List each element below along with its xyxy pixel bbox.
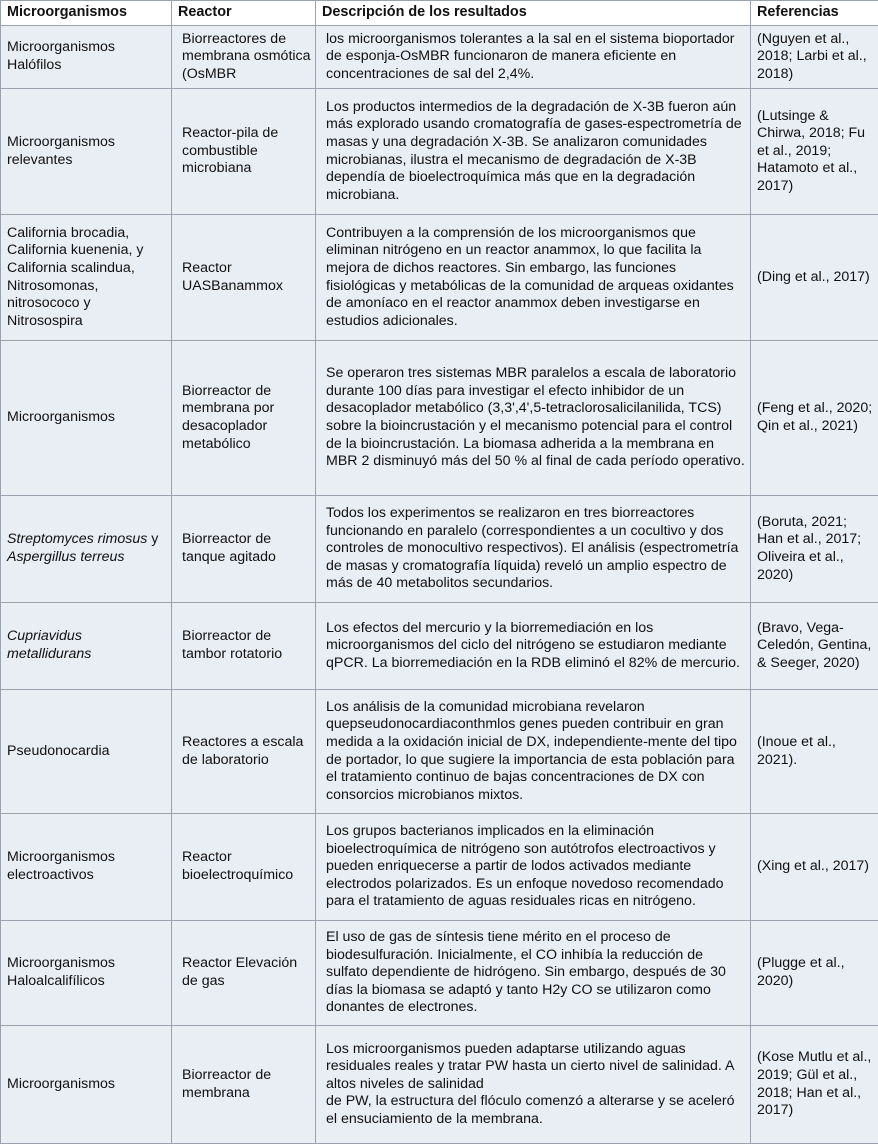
references-cell: (Feng et al., 2020; Qin et al., 2021) — [751, 341, 878, 496]
description-cell: los microorganismos tolerantes a la sal en el sistema bioportador de esponja-OsMBR funcionaron de manera eficiente en concentraciones de sal del 2,4%. — [316, 26, 751, 89]
organism-cell: Cupriavidus metallidurans — [1, 603, 172, 690]
table-row — [1, 341, 878, 496]
table-row — [1, 215, 878, 341]
organism-cell: Pseudonocardia — [1, 690, 172, 814]
organism-cell: Microorganismos — [1, 1026, 172, 1144]
organism-cell — [1, 496, 172, 603]
header-referencias: Referencias — [751, 1, 878, 26]
description-cell: El uso de gas de síntesis tiene mérito en el proceso de biodesulfuración. Inicialmente, el CO inhibía la reducción de sulfato dependiente de hidrógeno. Sin embargo, después de 30 días la biomasa se adaptó y tanto H2y CO se utilizaron como donantes de electrones. — [316, 921, 751, 1026]
description-cell: Se operaron tres sistemas MBR paralelos a escala de laboratorio durante 100 días para investigar el efecto inhibidor de un desacoplador metabólico (3,3',4',5-tetraclorosalicilanilida, TCS) sobre la bioincrustación y el mecanismo potencial para el control de la bioincrustación. La biomasa adherida a la membrana en MBR 2 disminuyó más del 50 % al final de cada período operativo. — [316, 341, 751, 496]
organism-connector: y — [147, 531, 158, 547]
table-row — [1, 26, 878, 89]
table-row — [1, 496, 878, 603]
reactor-cell: Biorreactor de membrana — [172, 1026, 316, 1144]
table-row — [1, 814, 878, 921]
reactor-cell: Biorreactor de membrana por desacoplador metabólico — [172, 341, 316, 496]
table-row — [1, 921, 878, 1026]
table-header-row — [1, 1, 878, 26]
references-cell: (Nguyen et al., 2018; Larbi et al., 2018) — [751, 26, 878, 89]
description-cell: Los análisis de la comunidad microbiana revelaron quepseudonocardiaconthmlos genes pueden contribuir en gran medida a la oxidación inicial de DX, independiente-mente del tipo de portador, lo que sugiere la importancia de esta población para el tratamiento continuo de bajas concentraciones de DX con consorcios microbianos mixtos. — [316, 690, 751, 814]
description-cell: Los grupos bacterianos implicados en la eliminación bioelectroquímica de nitrógeno son autótrofos electroactivos y pueden enriquecerse a partir de lodos activados mediante electrodos polarizados. Es un enfoque novedoso recomendado para el tratamiento de aguas residuales ricas en nitrógeno. — [316, 814, 751, 921]
reactor-cell: Reactores a escala de laboratorio — [172, 690, 316, 814]
description-cell: Todos los experimentos se realizaron en tres biorreactores funcionando en paralelo (correspondientes a un cocultivo y dos controles de monocultivo respectivos). El análisis (espectrometría de masas y cromatografía líquida) reveló un amplio espectro de más de 40 metabolitos secundarios. — [316, 496, 751, 603]
references-cell: (Ding et al., 2017) — [751, 215, 878, 341]
organism-cell: Microorganismos — [1, 341, 172, 496]
references-cell: (Inoue et al., 2021). — [751, 690, 878, 814]
reactor-cell: Reactor-pila de combustible microbiana — [172, 89, 316, 215]
table-row — [1, 690, 878, 814]
references-cell: (Plugge et al., 2020) — [751, 921, 878, 1026]
description-text: de PW, la estructura del flóculo comenzó a alterarse y se aceleró el ensuciamiento de la membrana. — [326, 1093, 735, 1127]
header-descripcion: Descripción de los resultados — [316, 1, 751, 26]
table-row — [1, 603, 878, 690]
description-cell: Contribuyen a la comprensión de los microorganismos que eliminan nitrógeno en un reactor anammox, lo que facilita la mejora de dichos reactores. Sin embargo, las funciones fisiológicas y metabólicas de la comunidad de arqueas oxidantes de amoníaco en el reactor anammox deben investigarse en estudios adicionales. — [316, 215, 751, 341]
description-cell — [316, 1026, 751, 1144]
references-cell: (Bravo, Vega-Celedón, Gentina, & Seeger, 2020) — [751, 603, 878, 690]
table-row — [1, 1026, 878, 1144]
table-row — [1, 89, 878, 215]
references-cell: (Kose Mutlu et al., 2019; Gül et al., 2018; Han et al., 2017) — [751, 1026, 878, 1144]
references-cell: (Xing et al., 2017) — [751, 814, 878, 921]
organism-name-italic: Streptomyces rimosus — [7, 531, 147, 547]
organism-cell: Microorganismos relevantes — [1, 89, 172, 215]
references-cell: (Boruta, 2021; Han et al., 2017; Oliveira et al., 2020) — [751, 496, 878, 603]
reactor-cell: Biorreactores de membrana osmótica (OsMBR — [172, 26, 316, 89]
header-microorganismos: Microorganismos — [1, 1, 172, 26]
organism-cell: California brocadia, California kuenenia, y California scalindua, Nitrosomonas, nitrosococo y Nitrosospira — [1, 215, 172, 341]
reactor-cell: Biorreactor de tambor rotatorio — [172, 603, 316, 690]
reactor-cell: Reactor bioelectroquímico — [172, 814, 316, 921]
description-cell: Los efectos del mercurio y la biorremediación en los microorganismos del ciclo del nitrógeno se estudiaron mediante qPCR. La biorremediación en la RDB eliminó el 82% de mercurio. — [316, 603, 751, 690]
reactor-cell: Biorreactor de tanque agitado — [172, 496, 316, 603]
organism-cell: Microorganismos Haloalcalifílicos — [1, 921, 172, 1026]
reactor-cell: Reactor Elevación de gas — [172, 921, 316, 1026]
header-reactor: Reactor — [172, 1, 316, 26]
organism-cell: Microorganismos electroactivos — [1, 814, 172, 921]
description-text: Los microorganismos pueden adaptarse utilizando aguas residuales reales y tratar PW hasta un cierto nivel de salinidad. A altos niveles de salinidad — [326, 1041, 734, 1092]
references-cell: (Lutsinge & Chirwa, 2018; Fu et al., 2019; Hatamoto et al., 2017) — [751, 89, 878, 215]
description-cell: Los productos intermedios de la degradación de X-3B fueron aún más explorado usando cromatografía de gases-espectrometría de masas y una degradación X-3B. Se analizaron comunidades microbianas, ilustra el mecanismo de degradación de X-3B dependía de bioelectroquímica más que en la degradación microbiana. — [316, 89, 751, 215]
organism-cell: Microorganismos Halófilos — [1, 26, 172, 89]
reactor-cell: Reactor UASBanammox — [172, 215, 316, 341]
organism-name-italic: Aspergillus terreus — [7, 549, 125, 565]
